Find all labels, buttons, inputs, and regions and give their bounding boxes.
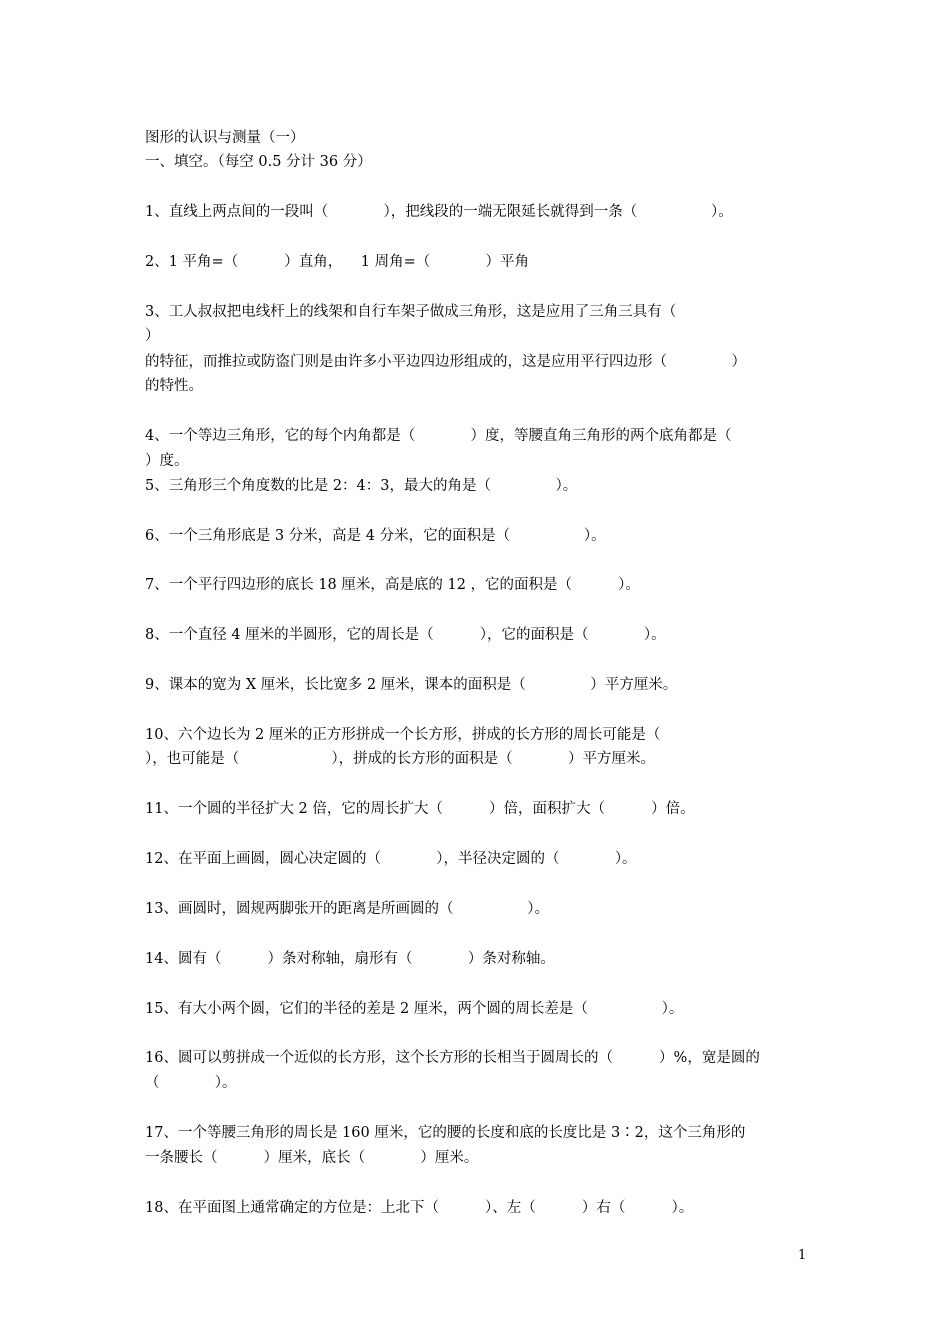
page-number: 1 <box>798 1248 807 1263</box>
question-9: 9、课本的宽为 X 厘米，长比宽多 2 厘米，课本的面积是（ ）平方厘米。 <box>145 677 678 693</box>
question-16-line-2: （ ）。 <box>145 1075 237 1091</box>
question-2: 2、1 平角=（ ）直角， 1 周角=（ ）平角 <box>145 254 530 270</box>
question-18: 18、在平面图上通常确定的方位是：上北下（ ）、左（ ）右（ ）。 <box>145 1200 694 1216</box>
question-5: 5、三角形三个角度数的比是 2：4：3，最大的角是（ ）。 <box>145 478 578 494</box>
question-10-line-1: 10、六个边长为 2 厘米的正方形拼成一个长方形，拼成的长方形的周长可能是（ <box>145 727 661 743</box>
question-7: 7、一个平行四边形的底长 18 厘米，高是底的 12 ，它的面积是（ ）。 <box>145 577 640 593</box>
question-8: 8、一个直径 4 厘米的半圆形，它的周长是（ ），它的面积是（ ）。 <box>145 627 666 643</box>
question-14: 14、圆有（ ）条对称轴，扇形有（ ）条对称轴。 <box>145 951 555 967</box>
document-title: 图形的认识与测量（一） <box>145 130 305 146</box>
question-17-line-2: 一条腰长（ ）厘米，底长（ ）厘米。 <box>145 1150 479 1166</box>
question-13: 13、画圆时，圆规两脚张开的距离是所画圆的（ ）。 <box>145 901 549 917</box>
section-heading: 一、填空。（每空 0.5 分计 36 分） <box>145 154 372 170</box>
question-3-line-4: 的特性。 <box>145 378 203 394</box>
question-12: 12、在平面上画圆，圆心决定圆的（ ），半径决定圆的（ ）。 <box>145 851 637 867</box>
question-3-line-3: 的特征，而推拉或防盗门则是由许多小平边四边形组成的，这是应用平行四边形（ ） <box>145 354 747 370</box>
question-3-line-1: 3、工人叔叔把电线杆上的线架和自行车架子做成三角形，这是应用了三角三具有（ <box>145 304 677 320</box>
question-4-line-2: ）度。 <box>145 453 189 469</box>
question-16-line-1: 16、圆可以剪拼成一个近似的长方形，这个长方形的长相当于圆周长的（ ）%，宽是圆的 <box>145 1050 760 1066</box>
question-3-line-2: ） <box>145 328 160 344</box>
question-6: 6、一个三角形底是 3 分米，高是 4 分米，它的面积是（ ）。 <box>145 528 606 544</box>
question-17-line-1: 17、一个等腰三角形的周长是 160 厘米，它的腰的长度和底的长度比是 3∶2，这个三角形的 <box>145 1125 746 1141</box>
question-1: 1、直线上两点间的一段叫（ ），把线段的一端无限延长就得到一条（ ）。 <box>145 204 733 220</box>
question-15: 15、有大小两个圆，它们的半径的差是 2 厘米，两个圆的周长差是（ ）。 <box>145 1001 684 1017</box>
question-4-line-1: 4、一个等边三角形，它的每个内角都是（ ）度，等腰直角三角形的两个底角都是（ <box>145 428 732 444</box>
question-10-line-2: ），也可能是（ ），拼成的长方形的面积是（ ）平方厘米。 <box>145 751 655 767</box>
question-11: 11、一个圆的半径扩大 2 倍，它的周长扩大（ ）倍，面积扩大（ ）倍。 <box>145 801 695 817</box>
